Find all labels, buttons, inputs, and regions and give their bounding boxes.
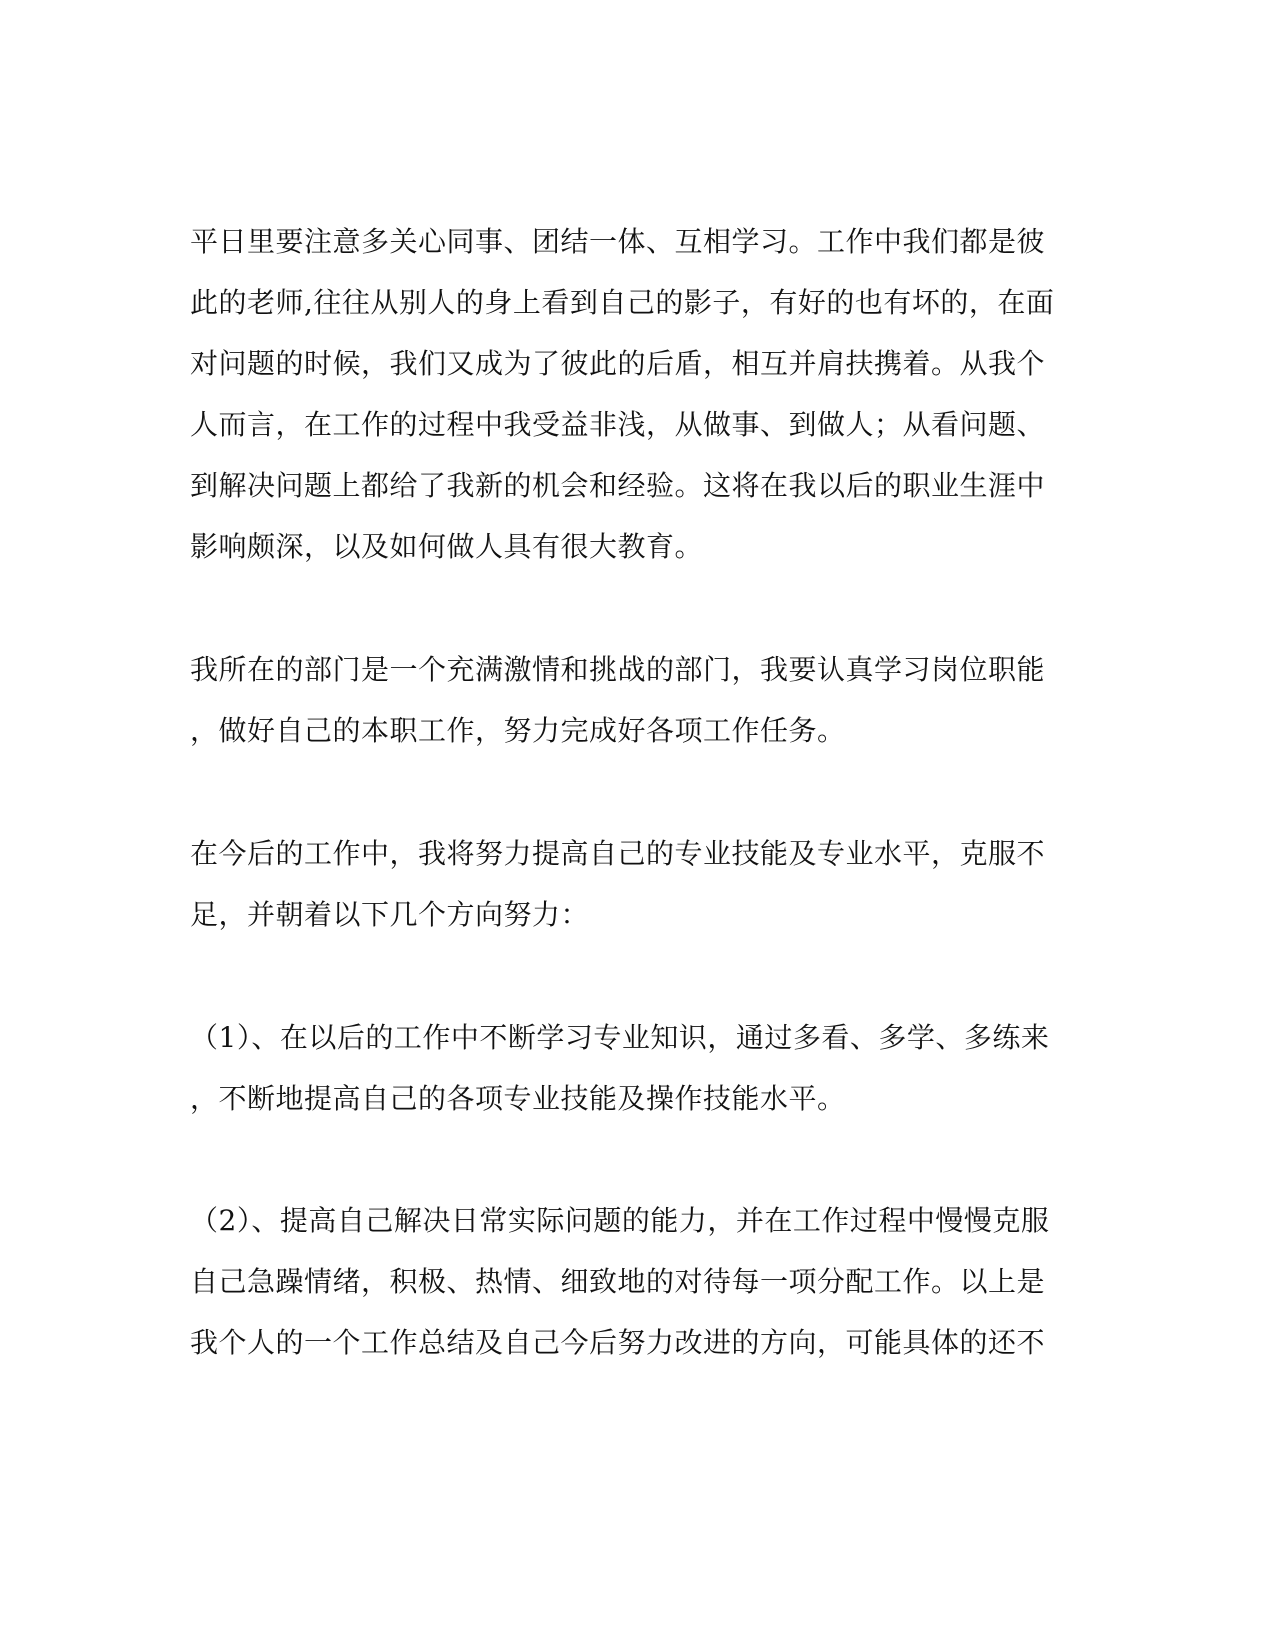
text-line: 我个人的一个工作总结及自己今后努力改进的方向，可能具体的还不	[190, 1326, 1046, 1359]
text-line: 平日里要注意多关心同事、团结一体、互相学习。工作中我们都是彼	[190, 225, 1046, 258]
text-line: 在今后的工作中，我将努力提高自己的专业技能及专业水平，克服不	[190, 837, 1046, 870]
text-line: 人而言，在工作的过程中我受益非浅，从做事、到做人；从看问题、	[190, 408, 1046, 441]
text-line: 我所在的部门是一个充满激情和挑战的部门，我要认真学习岗位职能	[190, 653, 1046, 686]
text-line: 对问题的时候，我们又成为了彼此的后盾，相互并肩扶携着。从我个	[190, 347, 1046, 380]
text-line: ，不断地提高自己的各项专业技能及操作技能水平。	[190, 1082, 846, 1115]
text-line: 自己急躁情绪，积极、热情、细致地的对待每一项分配工作。以上是	[190, 1265, 1046, 1298]
text-line: 到解决问题上都给了我新的机会和经验。这将在我以后的职业生涯中	[190, 469, 1046, 502]
text-line: （2）、提高自己解决日常实际问题的能力，并在工作过程中慢慢克服	[190, 1204, 1050, 1237]
text-line: 此的老师,往往从别人的身上看到自己的影子，有好的也有坏的，在面	[190, 286, 1055, 319]
text-line: （1）、在以后的工作中不断学习专业知识，通过多看、多学、多练来	[190, 1021, 1050, 1054]
text-line: 影响颇深，以及如何做人具有很大教育。	[190, 530, 704, 563]
text-line: 足，并朝着以下几个方向努力：	[190, 898, 590, 931]
text-line: ，做好自己的本职工作，努力完成好各项工作任务。	[190, 714, 846, 747]
